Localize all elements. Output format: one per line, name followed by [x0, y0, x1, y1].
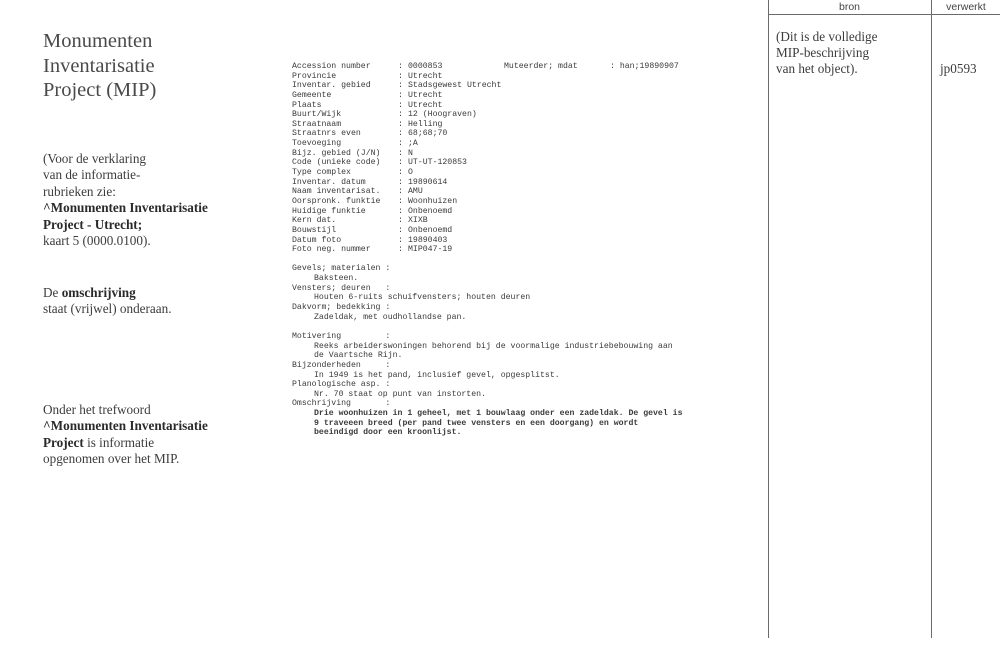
field-value: Utrecht — [408, 71, 443, 81]
dakvorm-text: Zadeldak, met oudhollandse pan. — [314, 312, 467, 322]
note1-tail: kaart 5 (0000.0100). — [43, 233, 151, 249]
planologische-label: Planologische asp. : — [292, 380, 391, 390]
record-field — [292, 207, 683, 217]
field-value: UT-UT-120853 — [408, 158, 467, 168]
field-value: Utrecht — [408, 90, 443, 100]
note3-bold-1: ^Monumenten Inventarisatie — [43, 418, 208, 434]
note3-line-3 — [43, 435, 243, 451]
field-value: 0000853 — [408, 62, 443, 71]
motivering-line-1: Reeks arbeiderswoningen behorend bij de voormalige industriebebouwing aan — [314, 341, 673, 351]
record-field — [292, 245, 683, 255]
field-value: Stadsgewest Utrecht — [408, 81, 502, 91]
record-field — [292, 168, 683, 178]
omschrijving-line-2: 9 traveeen breed (per pand twee vensters en een doorgang) en wordt — [314, 418, 639, 428]
muteerder-label: Muteerder; mdat — [504, 62, 578, 71]
note1-bold-line-1: ^Monumenten Inventarisatie — [43, 200, 208, 216]
field-label: Provincie — [292, 71, 337, 81]
mip-utrecht-link[interactable] — [43, 200, 243, 216]
table-header-rule — [768, 14, 1000, 15]
title-line-1: Monumenten — [43, 30, 153, 52]
field-label: Datum foto — [292, 235, 342, 245]
field-colon: : — [398, 206, 403, 216]
record-field — [292, 81, 683, 91]
field-colon: : — [398, 62, 403, 71]
field-label: Code (unieke code) — [292, 158, 381, 168]
field-value: Helling — [408, 119, 443, 129]
field-colon: : — [398, 245, 403, 255]
field-label: Oorspronk. funktie — [292, 196, 381, 206]
field-colon: : — [398, 139, 403, 149]
omschrijving-line-1: Drie woonhuizen in 1 geheel, met 1 bouwlaag onder een zadeldak. De gevel is — [314, 409, 683, 419]
muteerder-value: han;19890907 — [619, 62, 679, 71]
field-label: Naam inventarisat. — [292, 187, 381, 197]
bijzonderheden-text: In 1949 is het pand, inclusief gevel, opgesplitst. — [314, 370, 560, 380]
record-field — [292, 216, 683, 226]
field-colon: : — [398, 196, 403, 206]
field-value: 12 (Hoograven) — [408, 110, 477, 120]
header-verwerkt: verwerkt — [946, 1, 986, 13]
muteerder-colon: : — [610, 62, 615, 71]
record-field — [292, 226, 683, 236]
field-value: Utrecht — [408, 100, 443, 110]
field-colon: : — [398, 100, 403, 110]
description-note — [43, 285, 243, 318]
field-label: Bijz. gebied (J/N) — [292, 148, 381, 158]
field-colon: : — [398, 168, 403, 178]
field-colon: : — [398, 81, 403, 91]
note3-rest: is informatie — [83, 434, 155, 450]
motivering-label: Motivering : — [292, 331, 391, 341]
field-label: Huidige funktie — [292, 206, 366, 216]
mip-title — [43, 29, 243, 103]
vensters-label: Vensters; deuren : — [292, 283, 391, 293]
field-colon: : — [398, 177, 403, 187]
note1-bold-line-2: Project - Utrecht; — [43, 216, 143, 232]
field-label: Straatnrs even — [292, 129, 361, 139]
bron-line-3: van het object). — [776, 60, 858, 76]
gevels-text: Baksteen. — [314, 274, 359, 284]
note3-line-2[interactable] — [43, 418, 243, 434]
spacer — [292, 322, 683, 332]
note1-line-2: van de informatie- — [43, 167, 141, 183]
note1-bold-wrap — [43, 217, 243, 233]
note3-line-1: Onder het trefwoord — [43, 402, 151, 417]
field-colon: : — [398, 148, 403, 158]
note3-line-4: opgenomen over het MIP. — [43, 451, 180, 467]
field-label: Gemeente — [292, 90, 332, 100]
table-divider-middle — [931, 0, 932, 638]
dakvorm-label: Dakvorm; bedekking : — [292, 303, 391, 313]
note1-line-1: (Voor de verklaring — [43, 151, 147, 166]
field-label: Straatnaam — [292, 119, 342, 129]
field-value: XIXB — [408, 216, 428, 226]
record-field — [292, 197, 683, 207]
field-value: MIP047-19 — [408, 245, 453, 255]
field-label: Bouwstijl — [292, 225, 337, 235]
field-colon: : — [398, 110, 403, 120]
bron-line-2: MIP-beschrijving — [776, 44, 870, 60]
record-field — [292, 110, 683, 120]
record-field — [292, 101, 683, 111]
note2-line-1 — [43, 285, 243, 301]
field-value: 68;68;70 — [408, 129, 448, 139]
record-field — [292, 149, 683, 159]
field-colon: : — [398, 216, 403, 226]
source-table — [768, 0, 1000, 649]
explanation-note — [43, 151, 243, 249]
record-field — [292, 178, 683, 188]
field-colon: : — [398, 119, 403, 129]
field-label: Foto neg. nummer — [292, 245, 371, 255]
muteerder-value-wrap — [610, 62, 679, 72]
record-field — [292, 62, 683, 72]
field-colon: : — [398, 90, 403, 100]
field-label: Kern dat. — [292, 216, 337, 226]
note2-prefix: De — [43, 285, 62, 300]
field-label: Inventar. gebied — [292, 81, 371, 91]
bron-line-1: (Dit is de volledige — [776, 29, 878, 44]
record-field — [292, 187, 683, 197]
gevels-label: Gevels; materialen : — [292, 264, 391, 274]
planologische-text: Nr. 70 staat op punt van instorten. — [314, 389, 486, 399]
field-value: O — [408, 168, 413, 178]
field-value: Onbenoemd — [408, 206, 453, 216]
record-field — [292, 236, 683, 246]
field-colon: : — [398, 158, 403, 168]
field-label: Buurt/Wijk — [292, 110, 342, 120]
omschrijving-line-3: beeindigd door een kroonlijst. — [314, 428, 462, 438]
spacer — [292, 255, 683, 265]
field-value: N — [408, 148, 413, 158]
field-label: Accession number — [292, 62, 371, 71]
bron-cell — [776, 29, 936, 76]
field-label: Inventar. datum — [292, 177, 366, 187]
record-field — [292, 139, 683, 149]
field-colon: : — [398, 187, 403, 197]
mip-record — [292, 62, 683, 438]
record-field — [292, 129, 683, 139]
keyword-note — [43, 402, 243, 468]
field-value: 19890614 — [408, 177, 448, 187]
note2-line-2: staat (vrijwel) onderaan. — [43, 301, 172, 317]
record-field — [292, 120, 683, 130]
record-field — [292, 72, 683, 82]
field-value: AMU — [408, 187, 423, 197]
field-value: Woonhuizen — [408, 196, 458, 206]
field-value: 19890403 — [408, 235, 448, 245]
verwerkt-cell: jp0593 — [940, 61, 977, 76]
field-colon: : — [398, 129, 403, 139]
note2-bold: omschrijving — [61, 285, 136, 300]
field-value: ;A — [408, 139, 418, 149]
record-field — [292, 91, 683, 101]
omschrijving-label: Omschrijving : — [292, 399, 391, 409]
field-colon: : — [398, 235, 403, 245]
field-label: Type complex — [292, 168, 351, 178]
field-label: Plaats — [292, 100, 322, 110]
note3-bold-2: Project — [43, 434, 84, 450]
vensters-text: Houten 6-ruits schuifvensters; houten deuren — [314, 293, 531, 303]
note1-line-3: rubrieken zie: — [43, 183, 116, 199]
field-colon: : — [398, 225, 403, 235]
title-line-2: Inventarisatie — [43, 54, 155, 77]
field-value: Onbenoemd — [408, 225, 453, 235]
field-colon: : — [398, 71, 403, 81]
motivering-line-2: de Vaartsche Rijn. — [314, 351, 403, 361]
title-line-3: Project (MIP) — [43, 79, 157, 101]
record-field — [292, 158, 683, 168]
field-label: Toevoeging — [292, 139, 342, 149]
bijzonderheden-label: Bijzonderheden : — [292, 360, 391, 370]
header-bron: bron — [838, 1, 860, 13]
table-divider-left — [768, 0, 769, 638]
